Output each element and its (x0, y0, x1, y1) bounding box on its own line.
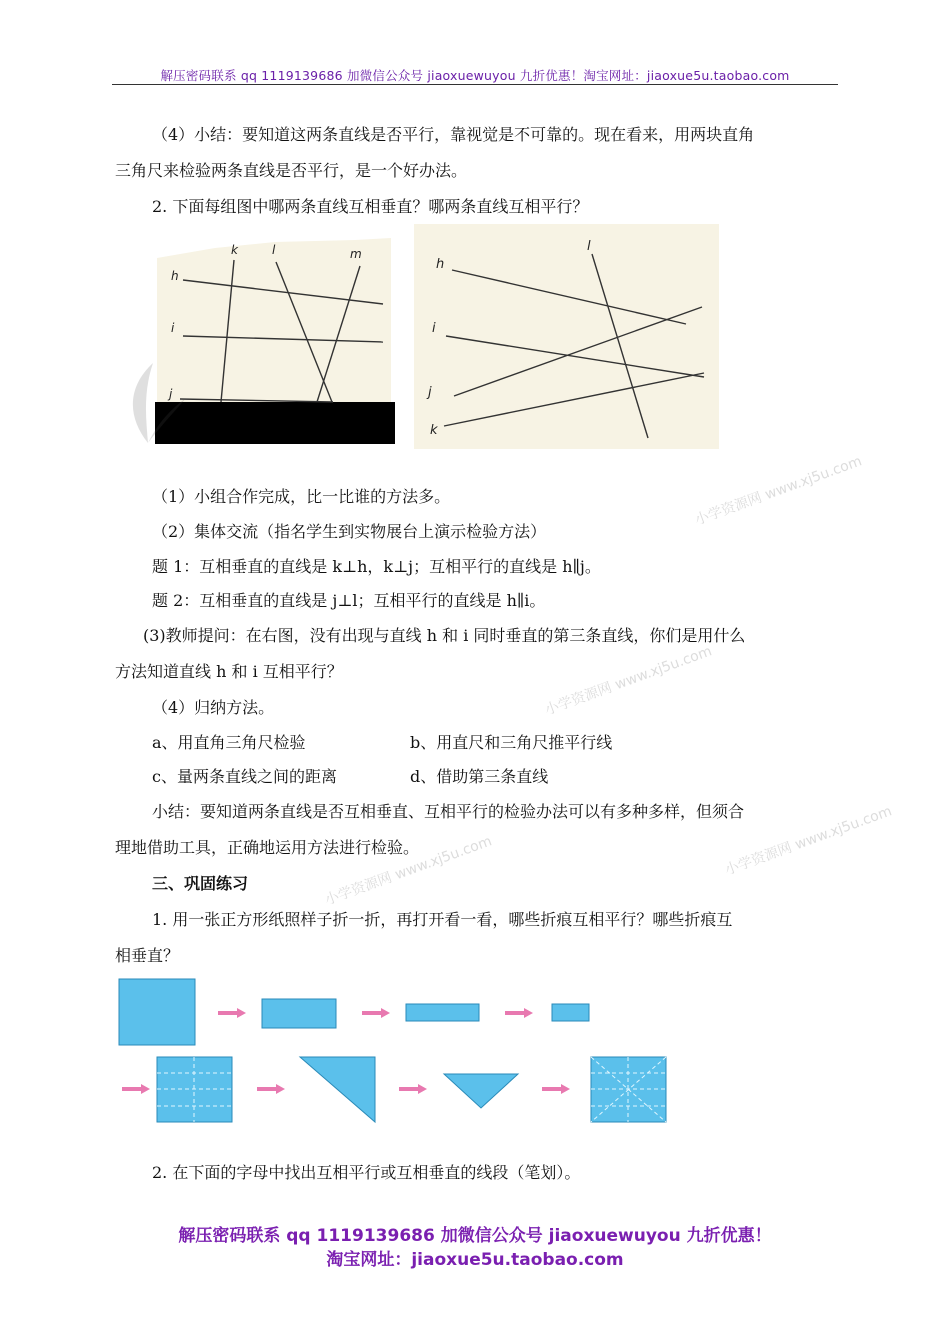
page-header: 解压密码联系 qq 1119139686 加微信公众号 jiaoxuewuyou 九折优惠！淘宝网址：jiaoxue5u.taobao.com (160, 68, 790, 83)
label-l: l (587, 239, 591, 254)
header-rule (112, 84, 838, 85)
footer-line1: 解压密码联系 qq 1119139686 加微信公众号 jiaoxuewuyou 九折优惠！ (178, 1226, 772, 1246)
method-d: d、借助第三条直线 (410, 767, 549, 786)
method-c: c、量两条直线之间的距离 (152, 767, 337, 786)
label-h: h (436, 257, 445, 272)
label-j: j (169, 387, 173, 401)
step-3-line2: 方法知道直线 h 和 i 互相平行？ (115, 662, 343, 681)
step-2: （2）集体交流（指名学生到实物展台上演示检验方法） (152, 522, 547, 541)
exercise-1-line1: 1. 用一张正方形纸照样子折一折，再打开看一看，哪些折痕互相平行？哪些折痕互 (152, 910, 733, 929)
watermark-logo (108, 358, 188, 448)
summary-line1: 小结：要知道两条直线是否互相垂直、互相平行的检验办法可以有多种多样，但须合 (152, 802, 745, 821)
exercise-2: 2. 在下面的字母中找出互相平行或互相垂直的线段（笔划）。 (152, 1163, 581, 1182)
label-k: k (430, 423, 438, 438)
watermark-text: 小学资源网 www.xj5u.com (322, 833, 495, 909)
answer-1: 题 1：互相垂直的直线是 k⊥h，k⊥j；互相平行的直线是 h∥j。 (152, 557, 601, 576)
label-i: i (171, 321, 175, 335)
footer-line2: 淘宝网址：jiaoxue5u.taobao.com (326, 1250, 624, 1270)
step-3-line1: (3)教师提问：在右图，没有出现与直线 h 和 i 同时垂直的第三条直线，你们是用什么 (143, 626, 746, 645)
label-k: k (231, 243, 238, 257)
summary-line2: 理地借助工具，正确地运用方法进行检验。 (115, 838, 420, 857)
watermark-text: 小学资源网 www.xj5u.com (692, 453, 865, 529)
figure-paper-folding (112, 975, 682, 1135)
label-m: m (350, 247, 362, 261)
label-j: j (428, 385, 432, 400)
question-2: 2. 下面每组图中哪两条直线互相垂直？哪两条直线互相平行？ (152, 197, 589, 216)
method-b: b、用直尺和三角尺推平行线 (410, 733, 613, 752)
step-4: （4）归纳方法。 (152, 698, 275, 717)
watermark-text: 小学资源网 www.xj5u.com (542, 643, 715, 719)
label-i: i (432, 321, 436, 336)
method-a: a、用直角三角尺检验 (152, 733, 306, 752)
figure-lines-left (155, 236, 395, 446)
label-l: l (272, 243, 276, 257)
label-h: h (171, 269, 179, 283)
exercise-1-line2: 相垂直？ (115, 946, 180, 965)
watermark-text: 小学资源网 www.xj5u.com (722, 803, 895, 879)
section-title: 三、巩固练习 (152, 874, 249, 893)
summary-4-line1: （4）小结：要知道这两条直线是否平行，靠视觉是不可靠的。现在看来，用两块直角 (152, 125, 755, 144)
step-1: （1）小组合作完成，比一比谁的方法多。 (152, 487, 451, 506)
figure-lines-right (414, 224, 719, 449)
answer-2: 题 2：互相垂直的直线是 j⊥l；互相平行的直线是 h∥i。 (152, 591, 546, 610)
summary-4-line2: 三角尺来检验两条直线是否平行，是一个好办法。 (115, 161, 468, 180)
